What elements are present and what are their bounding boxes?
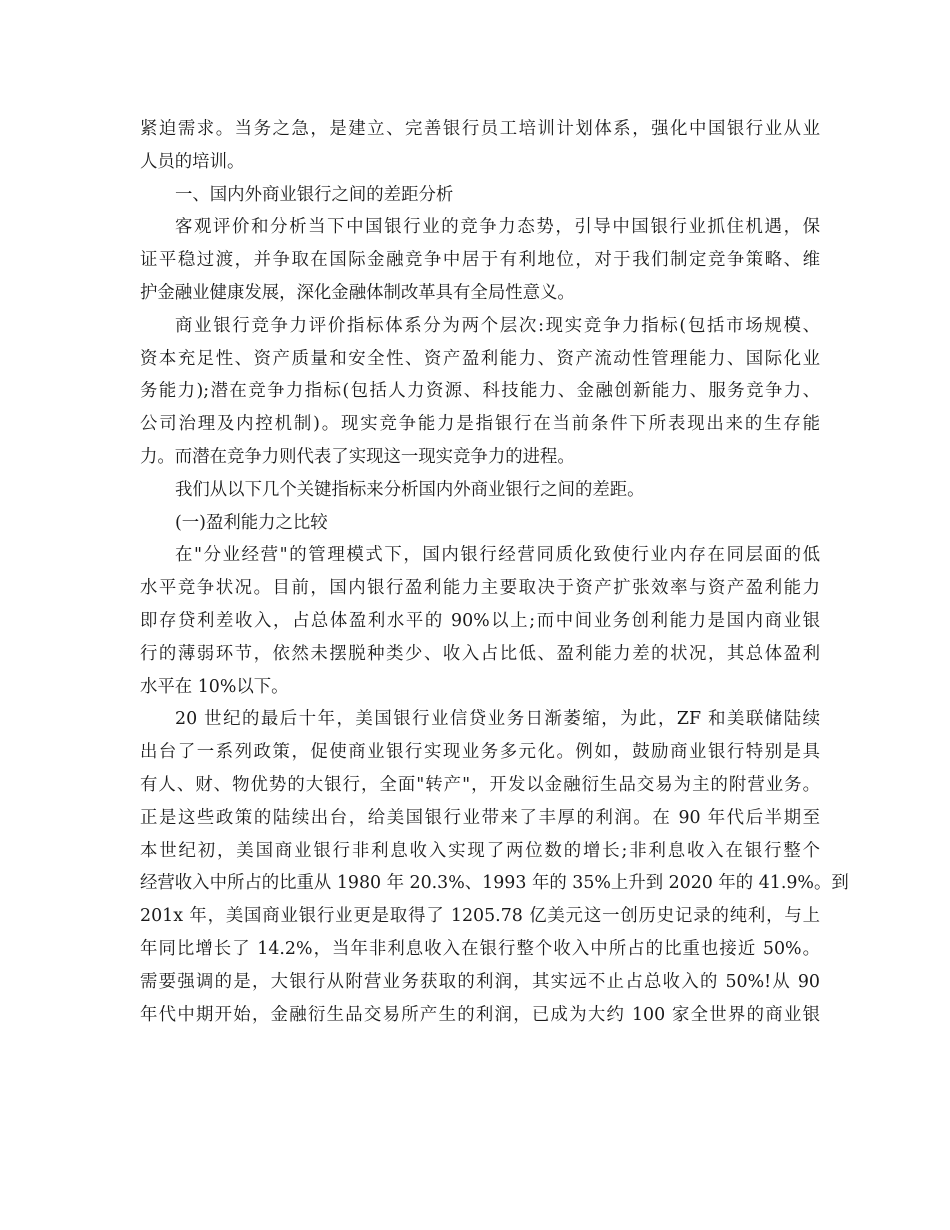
- document-body: [140, 113, 849, 1031]
- text-line: 商业银行竞争力评价指标体系分为两个层次:现实竞争力指标(包括市场规模、: [175, 315, 820, 336]
- text-line: 201x 年，美国商业银行业更是取得了 1205.78 亿美元这一创历史记录的纯利，与上: [140, 906, 820, 927]
- text-line: 经营收入中所占的比重从 1980 年 20.3%、1993 年的 35%上升到 2020 年的 41.9%。到: [140, 873, 849, 894]
- text-line: 需要强调的是，大银行从附营业务获取的利润，其实远不止占总收入的 50%!从 90: [140, 971, 820, 992]
- text-line: 资本充足性、资产质量和安全性、资产盈利能力、资产流动性管理能力、国际化业: [140, 348, 820, 369]
- text-line: 正是这些政策的陆续出台，给美国银行业带来了丰厚的利润。在 90 年代后半期至: [140, 807, 820, 828]
- text-line: 护金融业健康发展，深化金融体制改革具有全局性意义。: [140, 282, 575, 303]
- text-line: 人员的培训。: [140, 151, 245, 172]
- text-line: 年代中期开始，金融衍生品交易所产生的利润，已成为大约 100 家全世界的商业银: [140, 1004, 820, 1025]
- text-line: 年同比增长了 14.2%，当年非利息收入在银行整个收入中所占的比重也接近 50%。: [140, 938, 820, 959]
- subsection-heading: (一)盈利能力之比较: [175, 512, 328, 533]
- text-line: 行的薄弱环节，依然未摆脱种类少、收入占比低、盈利能力差的状况，其总体盈利: [140, 643, 820, 664]
- text-line: 紧迫需求。当务之急，是建立、完善银行员工培训计划体系，强化中国银行业从业: [140, 119, 820, 139]
- text-line: 有人、财、物优势的大银行，全面"转产"，开发以金融衍生品交易为主的附营业务。: [140, 774, 820, 795]
- text-line: 出台了一系列政策，促使商业银行实现业务多元化。例如，鼓励商业银行特别是具: [140, 742, 820, 763]
- text-line: 公司治理及内控机制)。现实竞争能力是指银行在当前条件下所表现出来的生存能: [140, 414, 820, 435]
- section-heading: 一、国内外商业银行之间的差距分析: [175, 184, 454, 205]
- text-line: 力。而潜在竞争力则代表了实现这一现实竞争力的进程。: [140, 446, 575, 467]
- text-line: 本世纪初，美国商业银行非利息收入实现了两位数的增长;非利息收入在银行整个: [140, 840, 820, 861]
- text-line: 客观评价和分析当下中国银行业的竞争力态势，引导中国银行业抓住机遇，保: [175, 217, 820, 238]
- text-line: 我们从以下几个关键指标来分析国内外商业银行之间的差距。: [175, 479, 645, 500]
- text-line: 即存贷利差收入，占总体盈利水平的 90%以上;而中间业务创利能力是国内商业银: [140, 610, 820, 631]
- text-line: 证平稳过渡，并争取在国际金融竞争中居于有利地位，对于我们制定竞争策略、维: [140, 250, 820, 271]
- text-line: 务能力);潜在竞争力指标(包括人力资源、科技能力、金融创新能力、服务竞争力、: [140, 381, 820, 402]
- text-line: 水平竞争状况。目前，国内银行盈利能力主要取决于资产扩张效率与资产盈利能力: [140, 578, 820, 599]
- text-line: 水平在 10%以下。: [140, 676, 289, 697]
- text-line: 20 世纪的最后十年，美国银行业信贷业务日渐萎缩，为此，ZF 和美联储陆续: [175, 709, 820, 730]
- text-line: 在"分业经营"的管理模式下，国内银行经营同质化致使行业内存在同层面的低: [175, 545, 820, 566]
